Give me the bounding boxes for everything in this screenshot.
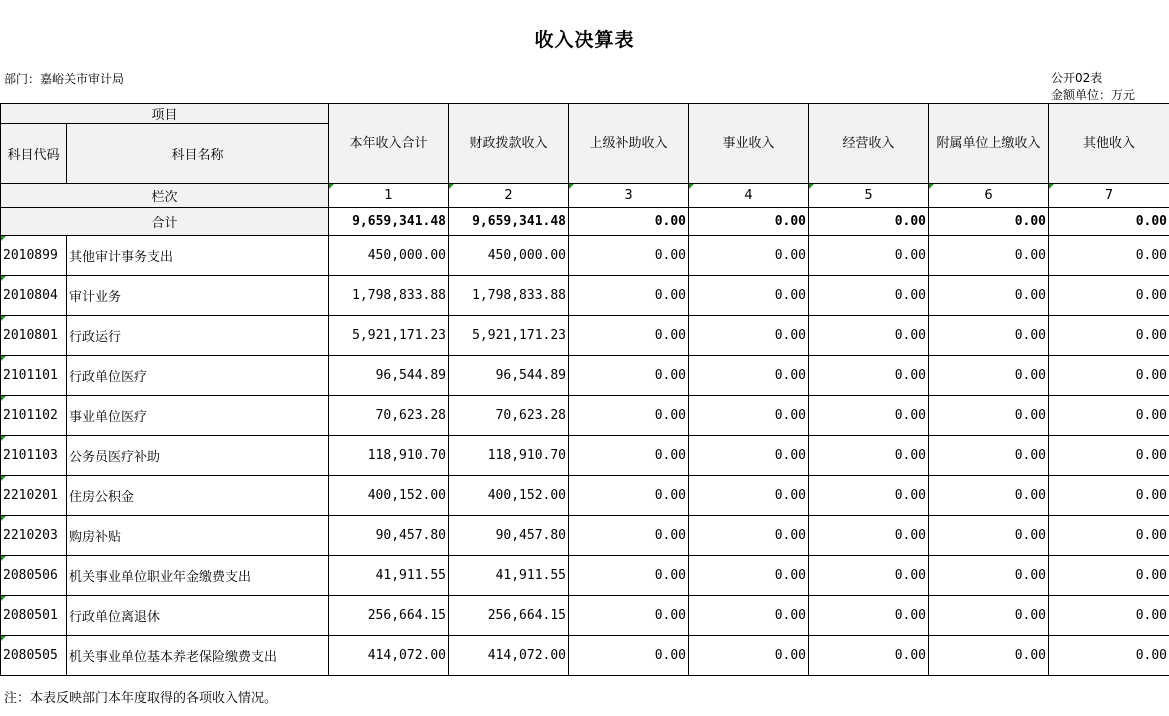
amount-cell: 0.00 (689, 556, 809, 596)
table-body (1, 104, 1169, 676)
subject-name: 住房公积金 (67, 476, 329, 516)
subject-name: 审计业务 (67, 276, 329, 316)
total-label: 合计 (1, 208, 329, 236)
table-row (1, 636, 1169, 676)
table-row (1, 316, 1169, 356)
amount-cell: 41,911.55 (449, 556, 569, 596)
department-label: 部门：嘉峪关市审计局 (4, 72, 125, 86)
amount-cell: 0.00 (1049, 236, 1169, 276)
amount-cell: 96,544.89 (329, 356, 449, 396)
amount-cell: 0.00 (929, 516, 1049, 556)
amount-cell: 0.00 (689, 236, 809, 276)
subject-name: 公务员医疗补助 (67, 436, 329, 476)
column-number: 2 (449, 184, 569, 208)
table-row (1, 596, 1169, 636)
amount-cell: 5,921,171.23 (449, 316, 569, 356)
column-number: 5 (809, 184, 929, 208)
amount-cell: 0.00 (1049, 436, 1169, 476)
amount-cell: 0.00 (1049, 516, 1169, 556)
amount-cell: 0.00 (1049, 476, 1169, 516)
subject-name: 行政单位医疗 (67, 356, 329, 396)
amount-cell: 1,798,833.88 (449, 276, 569, 316)
amount-cell: 0.00 (569, 356, 689, 396)
amount-cell: 90,457.80 (449, 516, 569, 556)
total-value: 0.00 (569, 208, 689, 236)
amount-cell: 0.00 (929, 356, 1049, 396)
subject-code: 2101102 (1, 396, 67, 436)
subject-name: 机关事业单位基本养老保险缴费支出 (67, 636, 329, 676)
header-col-2: 财政拨款收入 (449, 104, 569, 184)
amount-cell: 0.00 (689, 356, 809, 396)
subject-code: 2101103 (1, 436, 67, 476)
amount-cell: 0.00 (809, 356, 929, 396)
header-col-6: 附属单位上缴收入 (929, 104, 1049, 184)
amount-cell: 0.00 (809, 476, 929, 516)
amount-cell: 0.00 (809, 596, 929, 636)
amount-cell: 0.00 (809, 276, 929, 316)
table-row (1, 436, 1169, 476)
subject-name: 行政单位离退休 (67, 596, 329, 636)
amount-unit: 金额单位：万元 (1051, 88, 1136, 102)
header-row-1 (1, 104, 1169, 124)
amount-cell: 400,152.00 (329, 476, 449, 516)
amount-cell: 256,664.15 (329, 596, 449, 636)
subject-name: 事业单位医疗 (67, 396, 329, 436)
amount-cell: 0.00 (929, 236, 1049, 276)
amount-cell: 0.00 (929, 316, 1049, 356)
amount-cell: 0.00 (569, 316, 689, 356)
header-col-1: 本年收入合计 (329, 104, 449, 184)
subject-name: 购房补贴 (67, 516, 329, 556)
amount-cell: 0.00 (809, 436, 929, 476)
amount-cell: 0.00 (809, 516, 929, 556)
amount-cell: 0.00 (929, 556, 1049, 596)
amount-cell: 118,910.70 (329, 436, 449, 476)
column-number: 3 (569, 184, 689, 208)
total-value: 9,659,341.48 (449, 208, 569, 236)
amount-cell: 0.00 (689, 596, 809, 636)
column-number: 4 (689, 184, 809, 208)
amount-cell: 0.00 (809, 396, 929, 436)
table-row (1, 516, 1169, 556)
amount-cell: 0.00 (569, 636, 689, 676)
column-number-row (1, 184, 1169, 208)
amount-cell: 0.00 (809, 316, 929, 356)
column-number: 1 (329, 184, 449, 208)
amount-cell: 0.00 (1049, 356, 1169, 396)
subject-code: 2010804 (1, 276, 67, 316)
amount-cell: 450,000.00 (449, 236, 569, 276)
column-number-label: 栏次 (1, 184, 329, 208)
amount-cell: 0.00 (569, 596, 689, 636)
amount-cell: 0.00 (569, 276, 689, 316)
amount-cell: 0.00 (569, 476, 689, 516)
amount-cell: 0.00 (689, 276, 809, 316)
header-col-7: 其他收入 (1049, 104, 1169, 184)
form-meta (1051, 70, 1135, 104)
amount-cell: 0.00 (1049, 636, 1169, 676)
subject-code: 2080501 (1, 596, 67, 636)
header-item: 项目 (1, 104, 329, 124)
amount-cell: 400,152.00 (449, 476, 569, 516)
amount-cell: 0.00 (929, 276, 1049, 316)
subject-name: 机关事业单位职业年金缴费支出 (67, 556, 329, 596)
header-code: 科目代码 (1, 124, 67, 184)
amount-cell: 0.00 (1049, 596, 1169, 636)
header-col-4: 事业收入 (689, 104, 809, 184)
amount-cell: 0.00 (929, 596, 1049, 636)
amount-cell: 5,921,171.23 (329, 316, 449, 356)
amount-cell: 414,072.00 (329, 636, 449, 676)
subject-code: 2010801 (1, 316, 67, 356)
report-title: 收入决算表 (534, 29, 635, 51)
amount-cell: 118,910.70 (449, 436, 569, 476)
subject-code: 2010899 (1, 236, 67, 276)
amount-cell: 0.00 (689, 396, 809, 436)
amount-cell: 0.00 (809, 636, 929, 676)
subject-name: 行政运行 (67, 316, 329, 356)
table-row (1, 556, 1169, 596)
amount-cell: 1,798,833.88 (329, 276, 449, 316)
header-name: 科目名称 (67, 124, 329, 184)
amount-cell: 0.00 (689, 436, 809, 476)
amount-cell: 41,911.55 (329, 556, 449, 596)
amount-cell: 0.00 (569, 516, 689, 556)
footnote: 注：本表反映部门本年度取得的各项收入情况。 (4, 691, 278, 706)
amount-cell: 0.00 (689, 516, 809, 556)
amount-cell: 0.00 (1049, 396, 1169, 436)
amount-cell: 96,544.89 (449, 356, 569, 396)
amount-cell: 0.00 (569, 236, 689, 276)
amount-cell: 90,457.80 (329, 516, 449, 556)
total-value: 0.00 (1049, 208, 1169, 236)
amount-cell: 0.00 (929, 476, 1049, 516)
amount-cell: 0.00 (929, 636, 1049, 676)
column-number: 7 (1049, 184, 1169, 208)
amount-cell: 0.00 (569, 556, 689, 596)
table-row (1, 236, 1169, 276)
total-row (1, 208, 1169, 236)
total-value: 0.00 (809, 208, 929, 236)
form-number: 公开02表 (1051, 71, 1103, 85)
subject-code: 2210201 (1, 476, 67, 516)
amount-cell: 0.00 (569, 396, 689, 436)
amount-cell: 0.00 (689, 476, 809, 516)
income-table (0, 103, 1169, 676)
amount-cell: 0.00 (1049, 316, 1169, 356)
amount-cell: 0.00 (569, 436, 689, 476)
amount-cell: 450,000.00 (329, 236, 449, 276)
table-row (1, 276, 1169, 316)
amount-cell: 0.00 (929, 396, 1049, 436)
header-col-3: 上级补助收入 (569, 104, 689, 184)
amount-cell: 0.00 (1049, 556, 1169, 596)
subject-name: 其他审计事务支出 (67, 236, 329, 276)
amount-cell: 0.00 (809, 236, 929, 276)
header-col-5: 经营收入 (809, 104, 929, 184)
total-value: 0.00 (689, 208, 809, 236)
subject-code: 2080506 (1, 556, 67, 596)
amount-cell: 70,623.28 (329, 396, 449, 436)
amount-cell: 256,664.15 (449, 596, 569, 636)
table-row (1, 396, 1169, 436)
total-value: 0.00 (929, 208, 1049, 236)
amount-cell: 0.00 (929, 436, 1049, 476)
amount-cell: 70,623.28 (449, 396, 569, 436)
subject-code: 2101101 (1, 356, 67, 396)
subject-code: 2080505 (1, 636, 67, 676)
total-value: 9,659,341.48 (329, 208, 449, 236)
amount-cell: 0.00 (689, 636, 809, 676)
amount-cell: 0.00 (809, 556, 929, 596)
amount-cell: 414,072.00 (449, 636, 569, 676)
table-row (1, 356, 1169, 396)
amount-cell: 0.00 (689, 316, 809, 356)
table-row (1, 476, 1169, 516)
subject-code: 2210203 (1, 516, 67, 556)
column-number: 6 (929, 184, 1049, 208)
amount-cell: 0.00 (1049, 276, 1169, 316)
